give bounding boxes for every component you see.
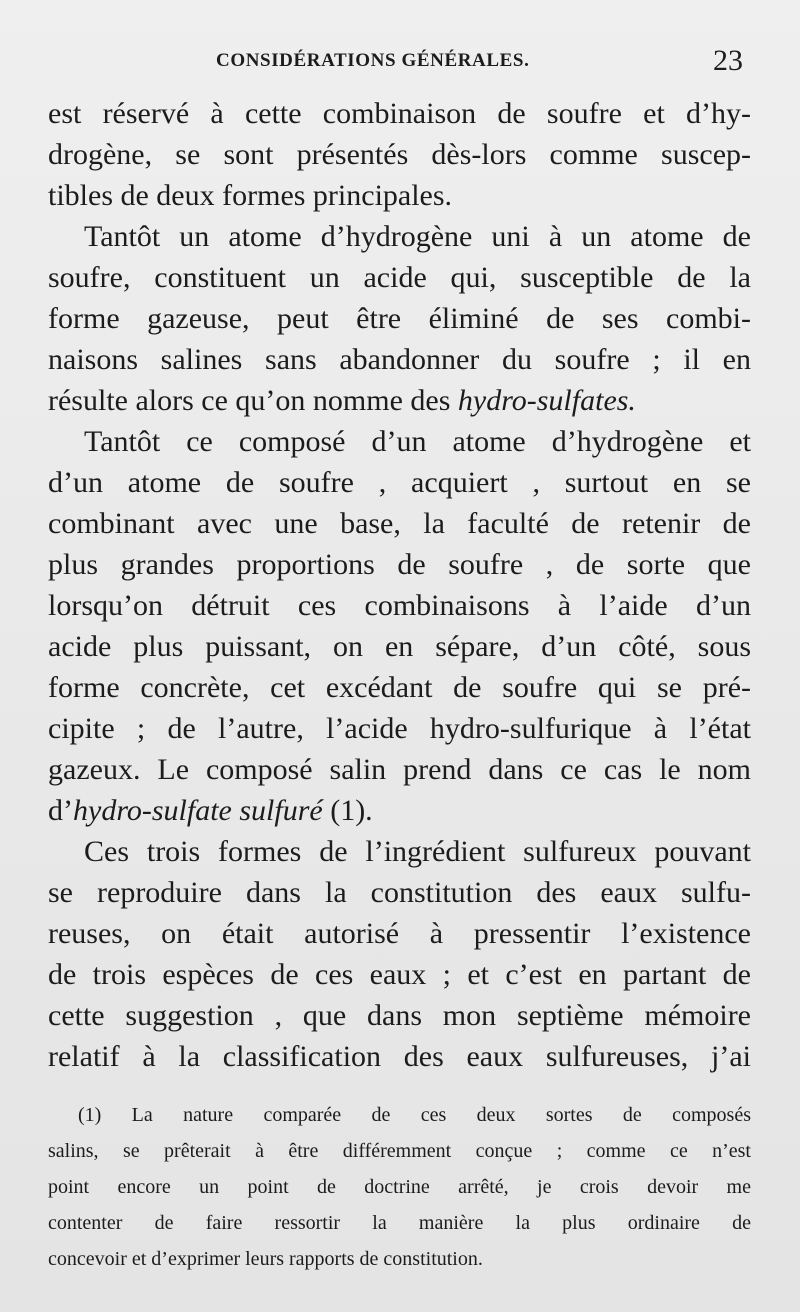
text-line: de trois espèces de ces eaux ; et c’est en partant de <box>48 958 751 991</box>
running-head <box>0 46 800 80</box>
text-line: naisons salines sans abandonner du soufre ; il en <box>48 343 751 376</box>
text-line: plus grandes proportions de soufre , de sorte que <box>48 548 751 581</box>
text-line: acide plus puissant, on en sépare, d’un côté, sous <box>48 630 751 663</box>
text-line: lorsqu’on détruit ces combinaisons à l’aide d’un <box>48 589 751 622</box>
text-line: gazeux. Le composé salin prend dans ce cas le nom <box>48 753 751 786</box>
footnote-line: point encore un point de doctrine arrêté, je crois devoir me <box>48 1176 751 1198</box>
text-segment: d’ <box>48 794 73 827</box>
text-line: drogène, se sont présentés dès-lors comme suscep- <box>48 138 751 171</box>
text-line: soufre, constituent un acide qui, susceptible de la <box>48 261 751 294</box>
text-line <box>48 790 751 831</box>
page-number: 23 <box>713 44 743 77</box>
text-line: forme concrète, cet excédant de soufre qui se pré- <box>48 671 751 704</box>
text-line: relatif à la classification des eaux sulfureuses, j’ai <box>48 1040 751 1073</box>
text-line: tibles de deux formes principales. <box>48 179 453 212</box>
text-segment: résulte alors ce qu’on nomme des <box>48 384 451 417</box>
footnote-line: contenter de faire ressortir la manière la plus ordinaire de <box>48 1212 751 1234</box>
footnote-line: (1) La nature comparée de ces deux sortes de composés <box>78 1104 751 1126</box>
text-line: forme gazeuse, peut être éliminé de ses combi- <box>48 302 751 335</box>
running-title: CONSIDÉRATIONS GÉNÉRALES. <box>216 50 530 71</box>
text-line: d’un atome de soufre , acquiert , surtout en se <box>48 466 751 499</box>
footnote-line: concevoir et d’exprimer leurs rapports de constitution. <box>48 1248 483 1270</box>
text-line <box>48 380 751 421</box>
italic-term: hydro-sulfates. <box>457 384 636 417</box>
body-text <box>48 93 751 1077</box>
text-line: Tantôt ce composé d’un atome d’hydrogène et <box>84 425 751 458</box>
text-line: combinant avec une base, la faculté de retenir de <box>48 507 751 540</box>
footnote <box>48 1097 751 1277</box>
text-line: se reproduire dans la constitution des eaux sulfu- <box>48 876 751 909</box>
footnote-line: salins, se prêterait à être différemment conçue ; comme ce n’est <box>48 1140 751 1162</box>
text-line: reuses, on était autorisé à pressentir l’existence <box>48 917 751 950</box>
footnote-reference: (1). <box>322 794 373 827</box>
text-line: est réservé à cette combinaison de soufre et d’hy- <box>48 97 751 130</box>
italic-term: hydro-sulfate sulfuré <box>73 794 323 827</box>
text-line: Ces trois formes de l’ingrédient sulfureux pouvant <box>84 835 751 868</box>
text-line: cette suggestion , que dans mon septième mémoire <box>48 999 751 1032</box>
text-line: Tantôt un atome d’hydrogène uni à un atome de <box>84 220 751 253</box>
text-line: cipite ; de l’autre, l’acide hydro-sulfurique à l’état <box>48 712 751 745</box>
